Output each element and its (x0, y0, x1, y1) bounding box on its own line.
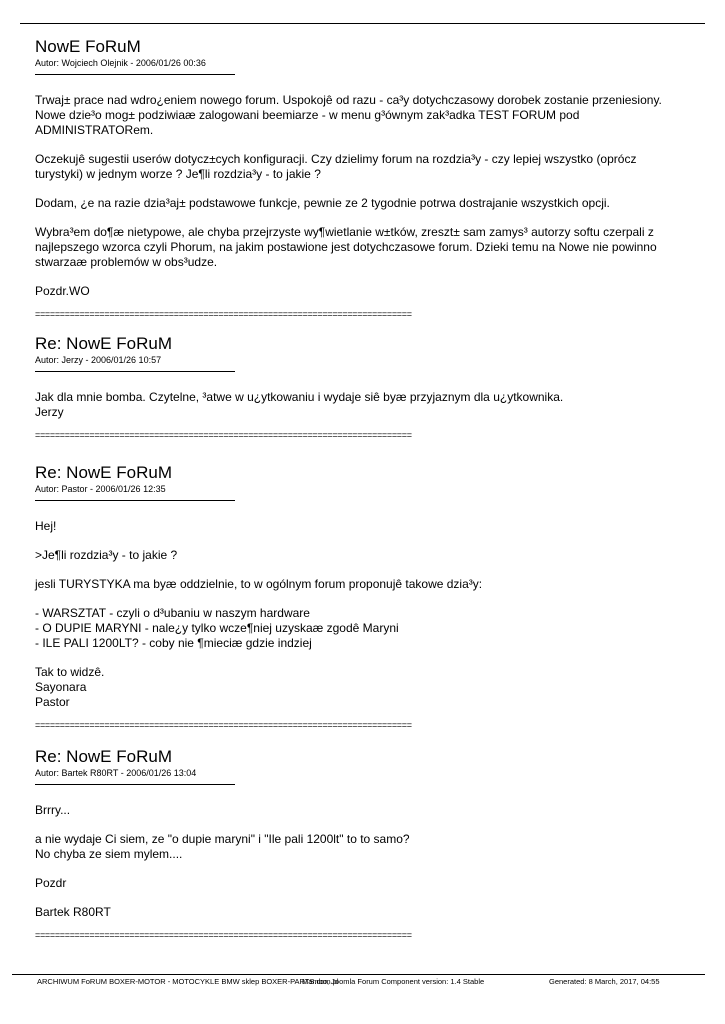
post-title: Re: NowE FoRuM (35, 747, 172, 766)
post-paragraph: Trwaj± prace nad wdro¿eniem nowego forum. Uspokojê od razu - ca³y dotychczasowy dorobek zostanie przeniesiony. Nowe dzie³o mog± podziwiaæ zalogowani beemiarze - w menu g³ównym zak³adka TEST FORUM pod ADMINISTRATORem. (35, 93, 662, 137)
post-separator: ============================================================================ (35, 930, 412, 940)
post-separator: ============================================================================ (35, 309, 412, 319)
post-title: Re: NowE FoRuM (35, 334, 172, 353)
meta-underline (35, 74, 235, 75)
forum-post (35, 463, 695, 731)
post-separator: ============================================================================ (35, 430, 412, 440)
post-paragraph: Tak to widzê. Sayonara Pastor (35, 665, 105, 709)
post-paragraph: a nie wydaje Ci siem, ze "o dupie maryni" i "Ile pali 1200lt" to to samo? No chyba ze siem mylem.... (35, 832, 410, 861)
post-paragraph: Brrry... (35, 803, 71, 817)
top-rule (20, 23, 705, 24)
post-paragraph: Pozdr.WO (35, 284, 90, 298)
meta-underline (35, 371, 235, 372)
post-author-date: Autor: Pastor - 2006/01/26 12:35 (35, 484, 166, 494)
post-paragraph: Jak dla mnie bomba. Czytelne, ³atwe w u¿ytkowaniu i wydaje siê byæ przyjaznym dla u¿ytkownika. Jerzy (35, 390, 564, 419)
post-body (35, 803, 695, 920)
post-author-date: Autor: Bartek R80RT - 2006/01/26 13:04 (35, 768, 197, 778)
post-paragraph: - WARSZTAT - czyli o d³ubaniu w naszym hardware - O DUPIE MARYNI - nale¿y tylko wcze¶niej uzyskaæ zgodê Maryni - ILE PALI 1200LT? - coby nie ¶mieciæ gdzie indziej (35, 606, 399, 650)
post-title: NowE FoRuM (35, 37, 141, 56)
forum-post (35, 37, 695, 320)
post-body (35, 519, 695, 710)
post-paragraph: Oczekujê sugestii userów dotycz±cych konfiguracji. Czy dzielimy forum na rozdzia³y - czy lepiej wszystko (oprócz turystyki) w jednym worze ? Je¶li rozdzia³y - to jakie ? (35, 152, 637, 181)
footer-component-version: Mambo, Joomla Forum Component version: 1.4 Stable (302, 977, 485, 986)
post-paragraph: Dodam, ¿e na razie dzia³aj± podstawowe funkcje, pewnie ze 2 tygodnie potrwa dostrajanie wszystkich opcji. (35, 196, 610, 210)
post-paragraph: >Je¶li rozdzia³y - to jakie ? (35, 548, 178, 562)
forum-post (35, 747, 695, 941)
meta-underline (35, 784, 235, 785)
post-paragraph: Hej! (35, 519, 57, 533)
footer-rule (12, 974, 705, 975)
post-body (35, 93, 695, 299)
post-separator: ============================================================================ (35, 720, 412, 730)
post-author-date: Autor: Wojciech Olejnik - 2006/01/26 00:36 (35, 58, 206, 68)
post-body (35, 390, 695, 420)
post-paragraph: jesli TURYSTYKA ma byæ oddzielnie, to w ogólnym forum proponujê takowe dzia³y: (35, 577, 483, 591)
meta-underline (35, 500, 235, 501)
post-paragraph: Bartek R80RT (35, 905, 111, 919)
post-paragraph: Pozdr (35, 876, 67, 890)
post-author-date: Autor: Jerzy - 2006/01/26 10:57 (35, 355, 162, 365)
post-title: Re: NowE FoRuM (35, 463, 172, 482)
footer-site-name: ARCHIWUM FoRUM BOXER-MOTOR - MOTOCYKLE BMW sklep BOXER-PARTS.com.pl (37, 977, 339, 986)
forum-post (35, 334, 695, 441)
footer-generated-date: Generated: 8 March, 2017, 04:55 (549, 977, 660, 986)
post-paragraph: Wybra³em do¶æ nietypowe, ale chyba przejrzyste wy¶wietlanie w±tków, zreszt± sam zamys³ autorzy softu czerpali z najlepszego wzorca czyli Phorum, na jakim postawione jest dotychczasowe forum. Dzieki temu na Nowe nie powinno stwarzaæ problemów w obs³udze. (35, 225, 657, 269)
